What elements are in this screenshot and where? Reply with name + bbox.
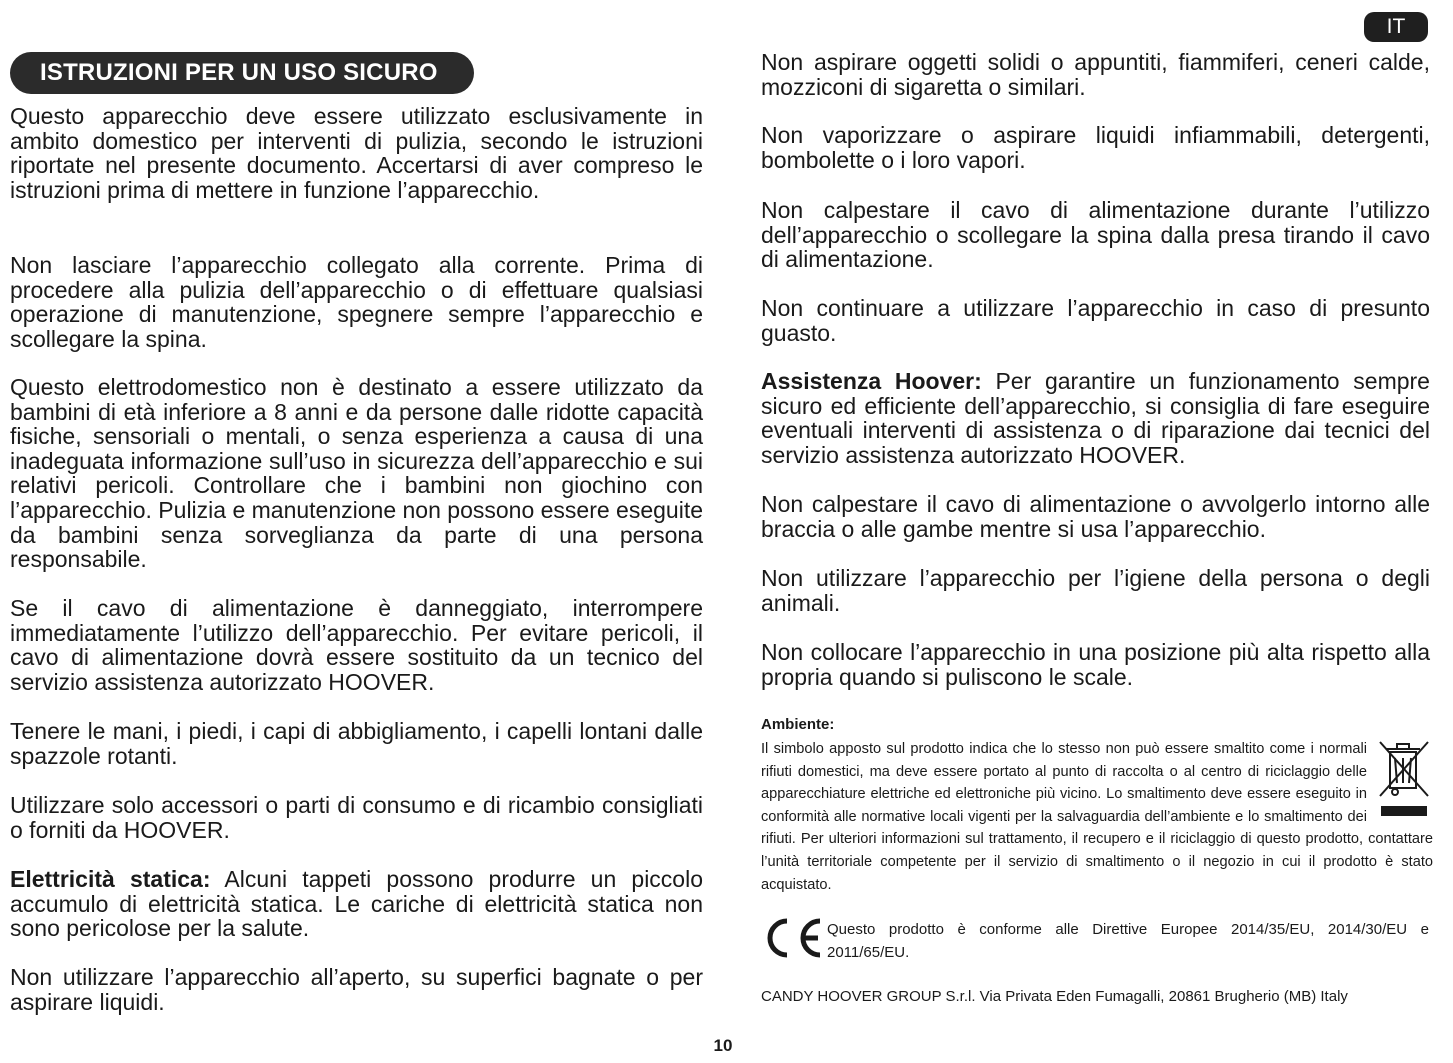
environment-title: Ambiente:: [761, 716, 835, 733]
paragraph-stairs: Non collocare l’apparecchio in una posizione più alta rispetto alla propria quando si puliscono le scale.: [761, 639, 1430, 690]
paragraph-rotating-brushes: Tenere le mani, i piedi, i capi di abbigliamento, i capelli lontani dalle spazzole rotanti.: [10, 718, 703, 769]
paragraph-domestic-use: Questo apparecchio deve essere utilizzato esclusivamente in ambito domestico per interventi di pulizia, secondo le istruzioni riportate nel presente documento. Accertarsi di aver compreso le istruzioni prima di mettere in funzione l’apparecchio.: [10, 103, 703, 203]
paragraph-children: Questo elettrodomestico non è destinato a essere utilizzato da bambini di età inferiore a 8 anni e da persone dalle ridotte capacità fisiche, sensoriali o mentali, o senza esperienza a causa di una inadeguata informazione sull’uso in sicurezza dell’apparecchio e sui relativi pericoli. Controllare che i bambini non giochino con l’apparecchio. Pulizia e manutenzione non possono essere eseguite da bambini senza sorveglianza da parte di una persona responsabile.: [10, 374, 704, 573]
paragraph-static-electricity: [10, 867, 703, 941]
environment-text: Il simbolo apposto sul prodotto indica che lo stesso non può essere smaltito come i normali rifiuti domestici, ma deve essere portato al punto di raccolta o al centro di riciclaggio delle apparecchiature elettriche ed elettroniche più vicino. Lo smaltimento deve essere eseguito in conformità alle normative locali vigenti per la salvaguardia dell’ambiente e lo smaltimento dei rifiuti. Per ulteriori informazioni sul trattamento, il recupero e il riciclaggio di questo prodotto, contattare l’unità territoriale competente per il servizio di smaltimento o il negozio in cui il prodotto è stato acquistato.: [761, 741, 1433, 893]
paragraph-solid-objects: Non aspirare oggetti solidi o appuntiti, fiammiferi, ceneri calde, mozziconi di sigaretta o similari.: [761, 49, 1430, 100]
company-address: CANDY HOOVER GROUP S.r.l. Via Privata Eden Fumagalli, 20861 Brugherio (MB) Italy: [761, 988, 1348, 1005]
paragraph-damaged-cable: Se il cavo di alimentazione è danneggiato, interrompere immediatamente l’utilizzo dell’apparecchio. Per evitare pericoli, il cavo di alimentazione dovrà essere sostituito da un tecnico del servizio assistenza autorizzato HOOVER.: [10, 595, 703, 695]
paragraph-flammable-liquids: Non vaporizzare o aspirare liquidi infiammabili, detergenti, bombolette o i loro vapori.: [761, 122, 1430, 173]
hoover-service-label: Assistenza Hoover:: [761, 368, 982, 394]
paragraph-accessories: Utilizzare solo accessori o parti di consumo e di ricambio consigliati o forniti da HOOVER.: [10, 792, 703, 843]
language-badge: IT: [1364, 12, 1428, 42]
ce-compliance-text: Questo prodotto è conforme alle Direttive Europee 2014/35/EU, 2014/30/EU e 2011/65/EU.: [827, 921, 1429, 961]
ce-mark-icon: [760, 915, 826, 961]
paragraph-cable-tread: Non calpestare il cavo di alimentazione durante l’utilizzo dell’apparecchio o scollegare la spina dalla presa tirando il cavo di alimentazione.: [761, 197, 1430, 273]
crossed-out-wheelie-bin-icon: [1375, 738, 1433, 822]
paragraph-outdoor: Non utilizzare l’apparecchio all’aperto, su superfici bagnate o per aspirare liquidi.: [10, 964, 703, 1015]
paragraph-hoover-service: [761, 369, 1430, 467]
page-number: 10: [713, 1036, 733, 1055]
static-electricity-text: Alcuni tappeti possono produrre un piccolo accumulo di elettricità statica. Le cariche di elettricità statica non sono pericolose per la salute.: [10, 866, 703, 942]
hoover-service-text: Per garantire un funzionamento sempre sicuro ed efficiente dell’apparecchio, si consiglia di fare eseguire eventuali interventi di assistenza o di riparazione dai tecnici del servizio assistenza autorizzato HOOVER.: [761, 368, 1430, 468]
paragraph-unplug: Non lasciare l’apparecchio collegato alla corrente. Prima di procedere alla pulizia dell’apparecchio o di effettuare qualsiasi operazione di manutenzione, spegnere sempre l’apparecchio e scollegare la spina.: [10, 252, 703, 352]
environment-text-block: [761, 738, 1433, 896]
paragraph-hygiene: Non utilizzare l’apparecchio per l’igiene della persona o degli animali.: [761, 565, 1430, 616]
paragraph-fault: Non continuare a utilizzare l’apparecchio in caso di presunto guasto.: [761, 295, 1430, 346]
paragraph-cable-wrap: Non calpestare il cavo di alimentazione o avvolgerlo intorno alle braccia o alle gambe mentre si usa l’apparecchio.: [761, 491, 1430, 542]
section-title: ISTRUZIONI PER UN USO SICURO: [10, 52, 474, 94]
static-electricity-label: Elettricità statica:: [10, 866, 211, 892]
